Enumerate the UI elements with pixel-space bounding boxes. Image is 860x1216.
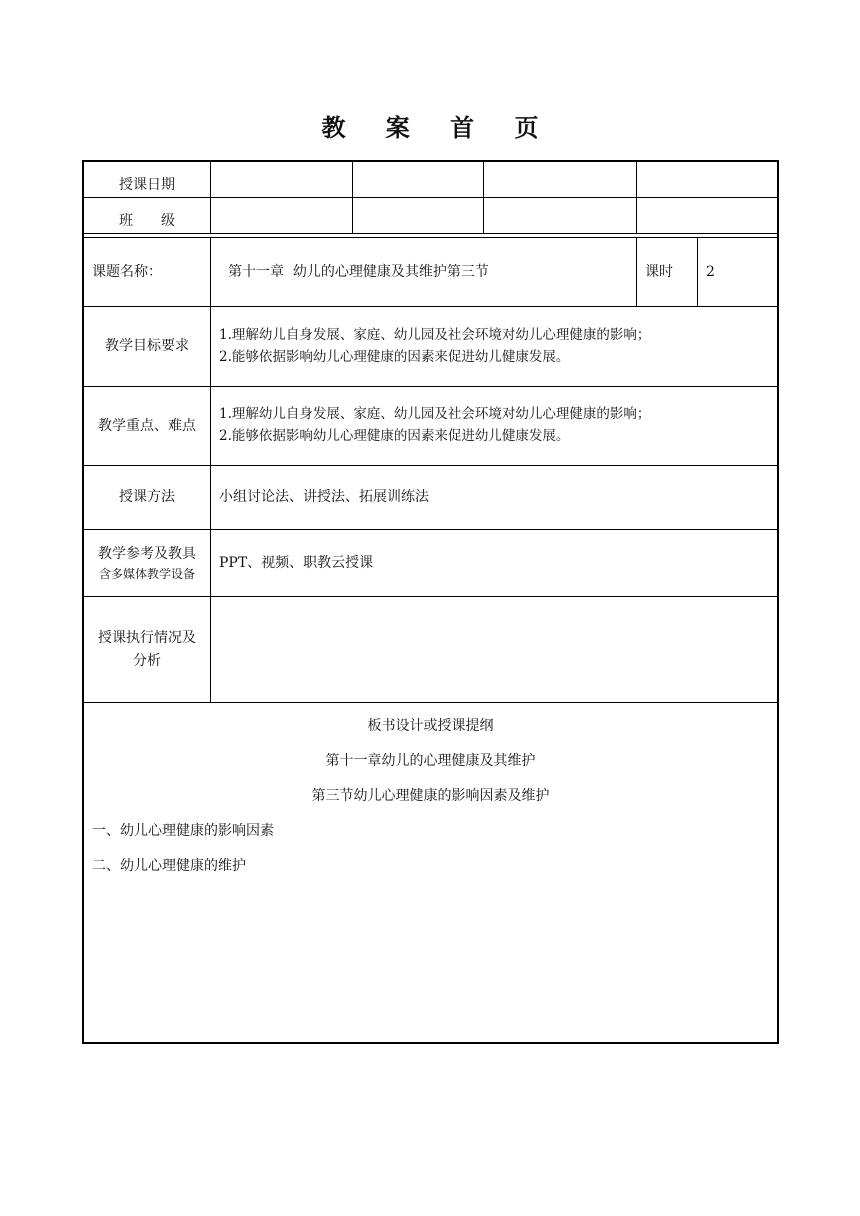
col-divider <box>483 162 484 234</box>
hours-label: 课时 <box>645 263 673 280</box>
objective-line: 2.能够依据影响幼儿心理健康的因素来促进幼儿健康发展。 <box>219 348 570 365</box>
methods-value: 小组讨论法、讲授法、拓展训练法 <box>219 489 429 506</box>
execution-value <box>211 597 779 702</box>
objectives-label: 教学目标要求 <box>105 338 189 355</box>
objectives-content <box>211 307 779 386</box>
key-points-label: 教学重点、难点 <box>98 417 196 434</box>
objective-line: 1.理解幼儿自身发展、家庭、幼儿园及社会环境对幼儿心理健康的影响； <box>219 326 651 343</box>
page-title: 教 案 首 页 <box>321 114 555 142</box>
key-point-line: 2.能够依据影响幼儿心理健康的因素来促进幼儿健康发展。 <box>219 428 570 444</box>
topic-label: 课题名称： <box>92 263 162 280</box>
lesson-plan-table <box>82 160 779 1044</box>
col-divider <box>636 162 637 234</box>
board-item: 一、幼儿心理健康的影响因素 <box>92 823 274 839</box>
methods-label: 授课方法 <box>119 489 175 506</box>
execution-label <box>84 597 210 702</box>
col-divider <box>352 162 353 234</box>
col-divider <box>210 162 211 234</box>
row-divider <box>84 702 777 703</box>
references-label-line2: 含多媒体教学设备 <box>98 566 195 581</box>
key-point-line: 1.理解幼儿自身发展、家庭、幼儿园及社会环境对幼儿心理健康的影响； <box>219 406 651 423</box>
board-heading: 板书设计或授课提纲 <box>367 718 494 734</box>
class-label: 班 级 <box>119 212 175 229</box>
key-points-content <box>211 387 779 465</box>
topic-value: 第十一章 幼儿的心理健康及其维护第三节 <box>228 263 489 280</box>
board-section-title: 第三节幼儿心理健康的影响因素及维护 <box>311 788 550 804</box>
hours-value: 2 <box>706 263 715 280</box>
references-label-line1: 教学参考及教具 <box>98 545 196 562</box>
board-section <box>84 715 777 890</box>
references-value: PPT、视频、职教云授课 <box>219 554 374 571</box>
board-item: 二、幼儿心理健康的维护 <box>92 858 246 874</box>
execution-label-line1: 授课执行情况及 <box>98 630 196 647</box>
board-chapter: 第十一章幼儿的心理健康及其维护 <box>325 753 536 769</box>
execution-label-line2: 分析 <box>133 652 161 669</box>
references-label <box>84 530 210 596</box>
date-label: 授课日期 <box>119 176 175 193</box>
